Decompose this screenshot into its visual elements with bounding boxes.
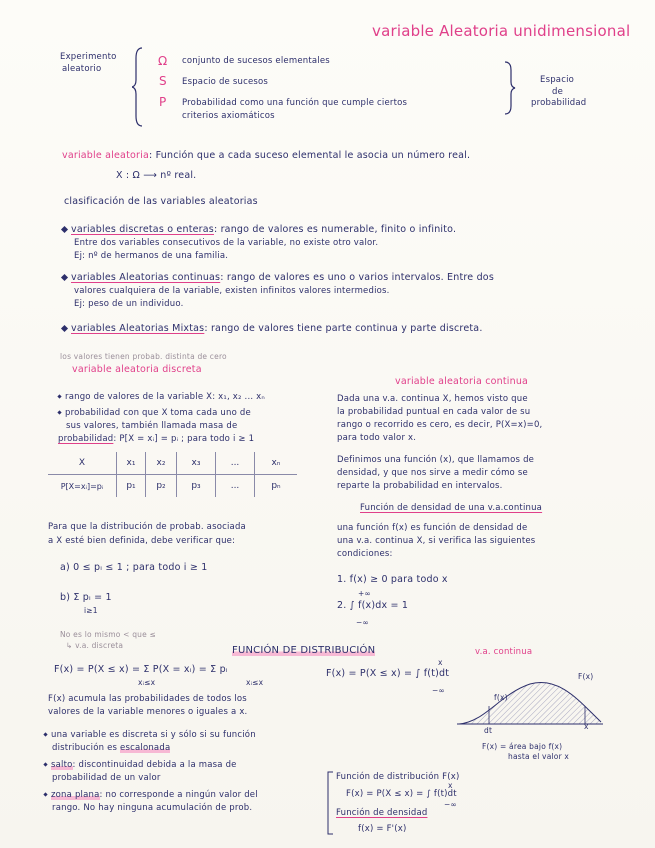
continuous-p3-l3: condiciones: [337,549,393,559]
table-cell: p₂ [146,475,177,498]
dist-bullet-2 [44,760,237,770]
definition-line [62,150,470,161]
omega-symbol: Ω [158,54,168,68]
discrete-dist-desc-2: valores de la variable menores o iguales a x. [48,707,248,717]
density-curve-graph [455,672,605,742]
distribution-heading: FUNCIÓN DE DISTRIBUCIÓN [232,645,376,656]
summary-int-top: x [448,781,453,790]
table-cell: x₂ [146,452,177,475]
experiment-label-2: aleatorio [62,64,102,74]
bullet-icon [61,325,68,332]
dist-bullet-1-l2-a: distribución es [52,743,121,753]
density-condition-2: 2. ∫ f(x)dx = 1 [337,600,409,611]
discrete-type-line [62,224,456,235]
mixed-type-line [62,323,483,334]
right-brace-icon [503,60,517,116]
definition-text: : Función que a cada suceso elemental le asocia un número real. [148,150,471,161]
discrete-bullet-2-l3 [58,434,254,444]
table-row [48,452,297,475]
continuous-type-line2: valores cualquiera de la variable, existen infinitos valores intermedios. [74,286,390,296]
bullet-icon [43,792,47,796]
discrete-type-example: Ej: nº de hermanos de una familia. [74,251,229,261]
distribution-note-1: No es lo mismo < que ≤ [60,630,156,639]
space-label-2: de [552,87,564,97]
condition-l1: Para que la distribución de probab. asociada [48,522,246,532]
summary-l3: Función de densidad [336,808,428,818]
space-label-1: Espacio [540,75,575,85]
discrete-heading: variable aleatoria discreta [72,364,202,375]
table-cell: p₃ [177,475,216,498]
continuous-type-term: variables Aleatorias continuas [71,272,221,283]
mass-term: probabilidad [58,434,114,444]
graph-x-label: x [584,722,589,731]
continuous-p2-l1: Definimos una función (x), que llamamos de [337,455,535,465]
discrete-bullet-1-text: rango de valores de la variable X: x₁, x₂ ... xₙ [65,392,265,402]
dist-bullet-3 [44,790,258,800]
p-text: Probabilidad como una función que cumple ciertos [182,98,408,108]
definition-term: variable aleatoria [62,150,149,161]
page-title: variable Aleatoria unidimensional [372,22,631,40]
density-int-bot: −∞ [356,618,369,627]
bullet-icon [43,732,47,736]
escalonada-term: escalonada [120,743,171,753]
table-cell: p₁ [117,475,146,498]
zona-plana-text: : no corresponde a ningún valor del [99,790,258,800]
condition-b: b) Σ pᵢ = 1 [60,592,112,603]
definition-formula: X : Ω ⟶ nº real. [116,170,197,181]
discrete-bullet-2-l1: probabilidad con que X toma cada uno de [65,408,251,418]
table-cell: P[X=xᵢ]=pᵢ [48,475,117,498]
summary-l1: Función de distribución F(x) [336,772,460,782]
mass-formula: : P[X = xᵢ] = pᵢ ; para todo i ≥ 1 [113,434,255,444]
mixed-type-term: variables Aleatorias Mixtas [71,323,205,334]
salto-text: : discontinuidad debida a la masa de [72,760,237,770]
table-cell: x₁ [117,452,146,475]
discrete-bullet-2 [58,408,251,418]
graph-caption-1: F(x) = área bajo f(x) [482,742,563,751]
discrete-distribution-formula: F(x) = P(X ≤ x) = Σ P(X = xᵢ) = Σ pᵢ [54,664,228,675]
discrete-dist-desc-1: F(x) acumula las probabilidades de todos los [48,694,247,704]
continuous-p1-l1: Dada una v.a. continua X, hemos visto que [337,394,528,404]
continuous-p2-l3: reparte la probabilidad en intervalos. [337,481,503,491]
graph-dt-label: dt [484,726,493,735]
table-cell: ... [216,475,255,498]
bullet-icon [57,394,61,398]
discrete-sum-sub-1: xᵢ≤x [138,678,156,687]
salto-term: salto [51,760,73,770]
classification-heading: clasificación de las variables aleatorias [64,196,258,207]
s-text: Espacio de sucesos [182,77,269,87]
discrete-bullet-1 [58,392,265,402]
s-symbol: S [159,74,167,88]
distribution-note-2: ↳ v.a. discreta [66,641,124,650]
discrete-sum-sub-2: xᵢ≤x [246,678,264,687]
continuous-p3-l1: una función f(x) es función de densidad de [337,523,528,533]
dist-bullet-1 [44,730,256,740]
continuous-p1-l4: para todo valor x. [337,433,417,443]
bullet-icon [61,274,68,281]
graph-Fx-label: F(x) [578,672,594,681]
density-condition-1: 1. f(x) ≥ 0 para todo x [337,574,448,585]
dist-bullet-2-l2: probabilidad de un valor [52,773,161,783]
space-label-3: probabilidad [531,98,587,108]
discrete-type-line2: Entre dos variables consecutivos de la variable, no existe otro valor. [74,238,379,248]
graph-caption-2: hasta el valor x [508,752,570,761]
table-cell: xₙ [255,452,298,475]
mixed-type-text: : rango de valores tiene parte continua y parte discreta. [204,323,483,334]
continuous-type-line [62,272,494,283]
summary-l2: F(x) = P(X ≤ x) = ∫ f(t)dt [346,789,457,799]
table-row [48,475,297,498]
probability-table [48,452,297,497]
continuous-heading: variable aleatoria continua [395,376,529,387]
cont-int-top: x [438,658,443,667]
table-cell: ... [216,452,255,475]
experiment-label: Experimento [60,52,117,62]
cont-int-bot: −∞ [432,686,445,695]
continuous-p3-l2: una v.a. continua X, si verifica las siguientes [337,536,536,546]
omega-text: conjunto de sucesos elementales [182,56,330,66]
discrete-type-text: : rango de valores es numerable, finito o infinito. [213,224,457,235]
summary-int-bot: −∞ [444,800,457,809]
discrete-note: los valores tienen probab. distinta de cero [60,352,227,361]
density-int-top: +∞ [358,589,371,598]
summary-l4: f(x) = F'(x) [358,824,407,834]
continuous-label: v.a. continua [475,647,533,657]
zona-plana-term: zona plana [51,790,100,800]
condition-b-sub: i≥1 [84,606,98,615]
discrete-type-term: variables discretas o enteras [71,224,214,235]
continuous-p2-l2: densidad, y que nos sirve a medir cómo se [337,468,528,478]
p-symbol: P [159,95,167,109]
continuous-type-text: : rango de valores es uno o varios intervalos. Entre dos [220,272,494,283]
left-brace-icon [132,46,146,128]
continuous-type-example: Ej: peso de un individuo. [74,299,184,309]
dist-bullet-1-l2 [52,743,170,753]
condition-l2: a X esté bien definida, debe verificar que: [48,536,236,546]
discrete-bullet-2-l2: sus valores, también llamada masa de [66,421,238,431]
density-heading: Función de densidad de una v.a.continua [360,503,543,513]
condition-a: a) 0 ≤ pᵢ ≤ 1 ; para todo i ≥ 1 [60,562,208,573]
table-cell: X [48,452,117,475]
table-cell: pₙ [255,475,298,498]
bullet-icon [57,410,61,414]
continuous-p1-l3: rango o recorrido es cero, es decir, P(X=x)=0, [337,420,543,430]
bullet-icon [43,762,47,766]
dist-bullet-1-l1: una variable es discreta si y sólo si su función [51,730,256,740]
p-text-2: criterios axiomáticos [182,111,275,121]
continuous-p1-l2: la probabilidad puntual en cada valor de su [337,407,531,417]
bullet-icon [61,226,68,233]
dist-bullet-3-l2: rango. No hay ninguna acumulación de prob. [52,803,253,813]
table-cell: x₃ [177,452,216,475]
summary-bracket-icon [325,770,335,836]
continuous-distribution-formula: F(x) = P(X ≤ x) = ∫ f(t)dt [326,668,450,679]
graph-fx-label: f(x) [494,693,508,702]
